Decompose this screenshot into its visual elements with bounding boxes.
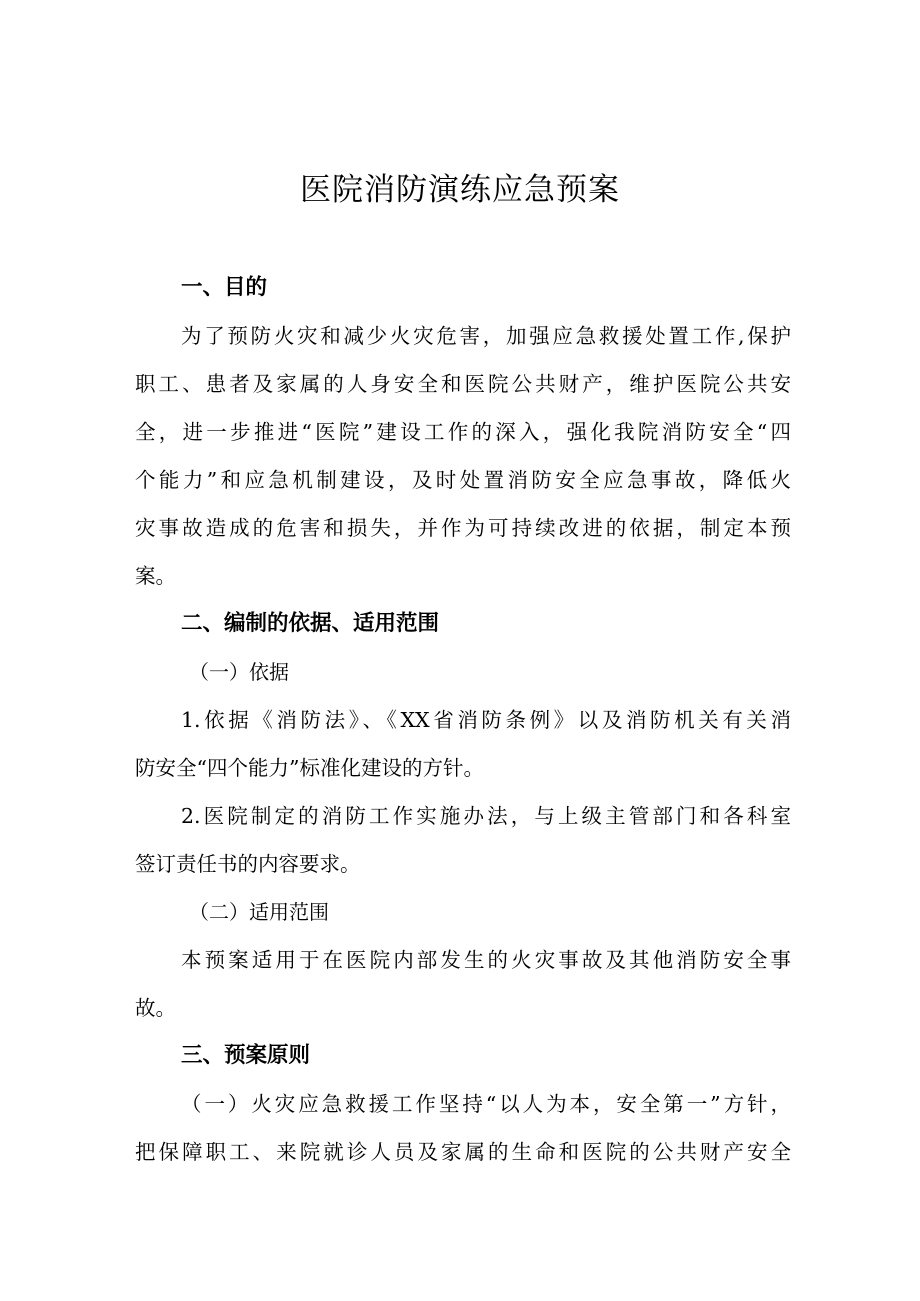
document-title: 医院消防演练应急预案 xyxy=(300,172,620,208)
paragraph-line: 职工、患者及家属的人身安全和医院公共财产，维护医院公共安 xyxy=(135,372,791,396)
paragraph-line: 为了预防火灾和减少火灾危害，加强应急救援处置工作,保护 xyxy=(181,324,791,348)
basis-item-2 xyxy=(135,792,791,888)
subsection-heading-basis: （一）依据 xyxy=(189,660,289,684)
section-heading-purpose: 一、目的 xyxy=(181,275,268,300)
paragraph-line: （一）火灾应急救援工作坚持“以人为本，安全第一”方针， xyxy=(181,1092,791,1116)
scope-paragraph xyxy=(135,936,791,1032)
paragraph-line: 本预案适用于在医院内部发生的火灾事故及其他消防安全事 xyxy=(181,948,791,972)
subsection-heading-scope: （二）适用范围 xyxy=(189,900,329,924)
paragraph-line: 防安全“四个能力”标准化建设的方针。 xyxy=(135,756,484,780)
paragraph-line: 故。 xyxy=(135,996,176,1020)
document-body xyxy=(135,264,791,1176)
paragraph-line: 个能力”和应急机制建设，及时处置消防安全应急事故，降低火 xyxy=(135,468,791,492)
paragraph-line: 2.医院制定的消防工作实施办法，与上级主管部门和各科室 xyxy=(181,804,791,828)
basis-item-1 xyxy=(135,696,791,792)
section-heading-principles: 三、预案原则 xyxy=(181,1043,311,1068)
section-heading-basis-scope: 二、编制的依据、适用范围 xyxy=(181,611,440,636)
paragraph-line: 灾事故造成的危害和损失，并作为可持续改进的依据，制定本预 xyxy=(135,516,791,540)
paragraph-line: 全，进一步推进“医院”建设工作的深入，强化我院消防安全“四 xyxy=(135,420,791,444)
paragraph-line: 签订责任书的内容要求。 xyxy=(135,852,361,876)
paragraph-line: 把保障职工、来院就诊人员及家属的生命和医院的公共财产安全 xyxy=(135,1140,791,1164)
paragraph-line: 案。 xyxy=(135,564,176,588)
principles-paragraph xyxy=(135,1080,791,1176)
purpose-paragraph xyxy=(135,312,791,600)
paragraph-line: 1.依据《消防法》、《XX省消防条例》以及消防机关有关消 xyxy=(181,708,791,732)
